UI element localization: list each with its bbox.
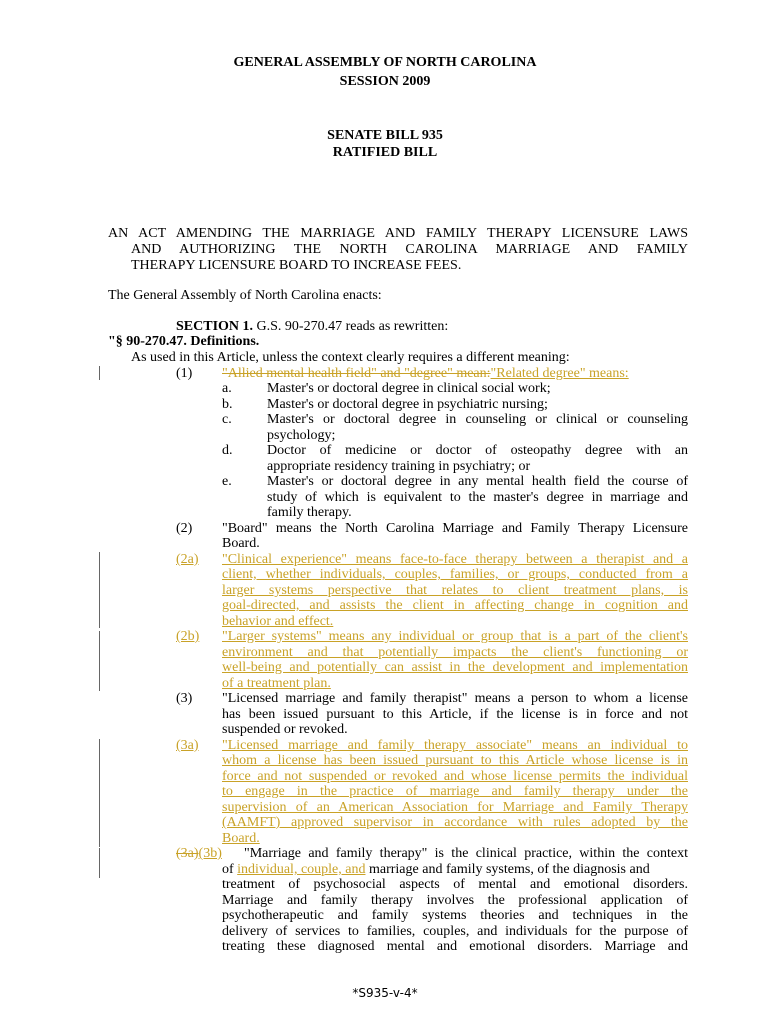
item-3b-line-2 [222,862,650,878]
item-2a-line-3: larger systems perspective that relates to client treatment plans, is [222,583,688,598]
item-2b-line-1: "Larger systems" means any individual or group that is a part of the client's [222,629,688,644]
sub-e-label: e. [222,474,232,489]
sub-d-line-2: appropriate residency training in psychiatry; or [267,459,531,474]
section-1-heading [176,319,448,335]
item-3-label: (3) [176,691,193,706]
item-3a-line-6: (AAMFT) approved supervisor in accordance with rules adopted by the [222,815,688,830]
inserted-label: (3b) [198,846,222,861]
item-3-line-2: has been issued pursuant to this Article, if the license is in force and not [222,707,688,722]
sub-c-line-2: psychology; [267,428,336,443]
sub-d-line-1: Doctor of medicine or doctor of osteopathy degree with an [267,443,688,458]
item-2b-line-4: of a treatment plan. [222,676,331,691]
definitions-intro: As used in this Article, unless the context clearly requires a different meaning: [131,350,570,365]
session-heading: SESSION 2009 [339,74,431,89]
item-3b-line-3: treatment of psychosocial aspects of mental and emotional disorders. [222,877,688,892]
statute-heading: "§ 90-270.47. Definitions. [108,334,260,349]
item-3b-line-5: psychotherapeutic and family systems theories and techniques in the [222,908,688,923]
item-3b-line-6: delivery of services to families, couples, and individuals for the purpose of [222,924,688,939]
item-3a-line-4: to engage in the practice of marriage and family therapy under the [222,784,688,799]
deleted-label: (3a) [176,846,199,861]
change-bar [99,366,100,380]
bill-status: RATIFIED BILL [332,145,438,160]
item-1-label: (1) [176,366,193,381]
item-3a-line-2: whom a license has been issued pursuant to this Article whose license is in [222,753,688,768]
sub-e-line-3: family therapy. [267,505,352,520]
item-3b-line-7: treating these diagnosed mental and emotional disorders. Marriage and [222,939,688,954]
item-3a-label: (3a) [176,738,199,753]
sub-e-line-2: study of which is equivalent to the master's degree in marriage and [267,490,688,505]
sub-b-label: b. [222,397,233,412]
sub-e-line-1: Master's or doctoral degree in any mental health field the course of [267,474,688,489]
item-1-text [222,366,629,382]
item-2a-line-5: behavior and effect. [222,614,334,629]
item-2-line-1: "Board" means the North Carolina Marriage and Family Therapy Licensure [222,521,688,536]
deleted-text: "Allied mental health field" and "degree" mean: [222,366,491,381]
item-2b-line-3: well-being and potentially can assist in the development and implementation [222,660,688,675]
item-2a-line-2: client, whether individuals, couples, families, or groups, conducted from a [222,567,688,582]
sub-b-text: Master's or doctoral degree in psychiatric nursing; [267,397,548,412]
item-2a-line-1: "Clinical experience" means face-to-face therapy between a therapist and a [222,552,688,567]
text-fragment: marriage and family systems, of the diagnosis and [368,862,650,877]
act-title-line-2: AND AUTHORIZING THE NORTH CAROLINA MARRIAGE AND FAMILY [131,242,688,257]
inserted-text: "Related degree" means: [490,366,629,381]
section-label: SECTION 1. [176,319,254,334]
item-3a-line-7: Board. [222,831,260,846]
sub-a-label: a. [222,381,232,396]
item-3-line-1: "Licensed marriage and family therapist" means a person to whom a license [222,691,688,706]
text-fragment: of [222,862,234,877]
sub-a-text: Master's or doctoral degree in clinical social work; [267,381,551,396]
change-bar [99,739,100,847]
section-text: G.S. 90-270.47 reads as rewritten: [256,319,449,334]
change-bar [99,552,100,628]
item-3-line-3: suspended or revoked. [222,722,348,737]
assembly-heading: GENERAL ASSEMBLY OF NORTH CAROLINA [233,55,537,70]
item-3a-line-3: force and not suspended or revoked and whose license permits the individual [222,769,688,784]
document-footer: *S935-v-4* [352,986,418,1000]
change-bar [99,631,100,691]
item-2a-label: (2a) [176,552,199,567]
item-2b-line-2: environment and that potentially impacts the client's functioning or [222,645,688,660]
item-2-line-2: Board. [222,536,260,551]
item-2a-line-4: goal-directed, and assists the client in affecting change in cognition and [222,598,688,613]
item-3b-label [176,846,222,862]
item-2b-label: (2b) [176,629,200,644]
item-3a-line-5: supervision of an American Association for Marriage and Family Therapy [222,800,688,815]
change-bar [99,848,100,878]
sub-c-line-1: Master's or doctoral degree in counseling or clinical or counseling [267,412,688,427]
sub-c-label: c. [222,412,232,427]
item-3a-line-1: "Licensed marriage and family therapy associate" means an individual to [222,738,688,753]
inserted-text: individual, couple, and [237,862,366,877]
act-title-line-3: THERAPY LICENSURE BOARD TO INCREASE FEES. [131,258,462,273]
bill-number: SENATE BILL 935 [327,128,443,143]
item-3b-line-4: Marriage and family therapy involves the professional application of [222,893,688,908]
enacting-clause: The General Assembly of North Carolina enacts: [108,288,382,303]
act-title-line-1: AN ACT AMENDING THE MARRIAGE AND FAMILY THERAPY LICENSURE LAWS [108,226,688,241]
item-2-label: (2) [176,521,193,536]
item-3b-line-1: "Marriage and family therapy" is the clinical practice, within the context [244,846,688,861]
sub-d-label: d. [222,443,233,458]
